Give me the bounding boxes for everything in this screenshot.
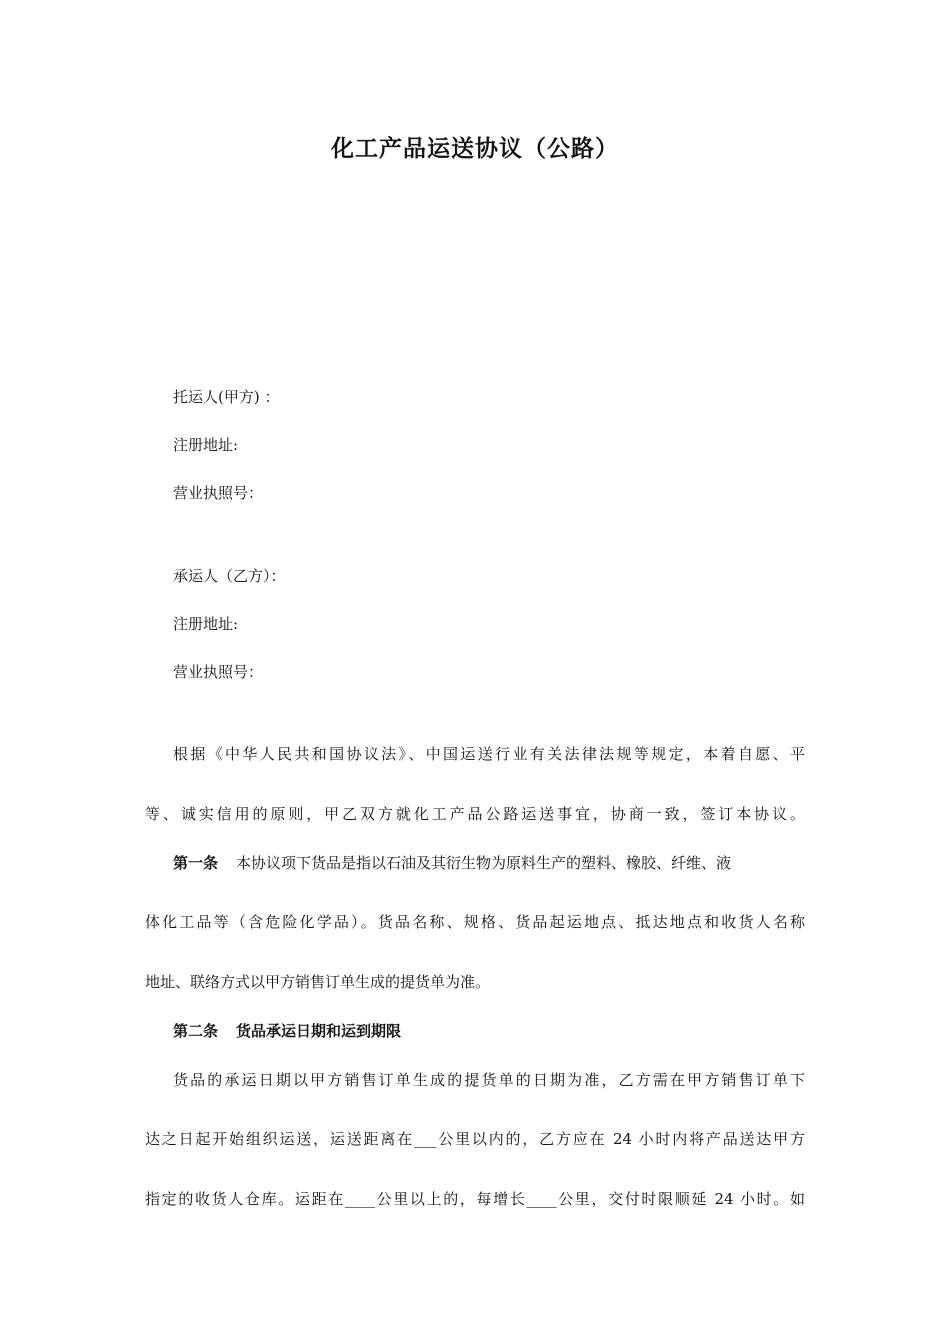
party-a-label: 托运人(甲方) ： <box>173 388 280 406</box>
party-a-license-label: 营业执照号： <box>173 484 264 502</box>
article-2-line-1: 货品的承运日期以甲方销售订单生成的提货单的日期为准，乙方需在甲方销售订单下 <box>173 1071 805 1089</box>
party-b-license-label: 营业执照号： <box>173 663 264 681</box>
preamble-line-2: 等、诚实信用的原则，甲乙双方就化工产品公路运送事宜，协商一致，签订本协议。 <box>145 805 805 823</box>
article-1-line-1 <box>173 853 805 873</box>
article-2-heading-text: 货品承运日期和运到期限 <box>236 1022 402 1040</box>
preamble-line-1: 根据《中华人民共和国协议法》、中国运送行业有关法律法规等规定，本着自愿、平 <box>173 745 805 763</box>
party-b-label: 承运人（乙方）： <box>173 567 286 585</box>
document-title: 化工产品运送协议（公路） <box>331 136 619 162</box>
article-2-heading: 第二条 <box>173 1022 219 1040</box>
article-2-heading-line <box>173 1021 401 1041</box>
article-1-heading: 第一条 <box>173 854 219 872</box>
article-1-line-2: 体化工品等（含危险化学品）。货品名称、规格、货品起运地点、抵达地点和收货人名称 <box>145 913 805 931</box>
party-a-address-label: 注册地址: <box>173 436 239 454</box>
article-1-text: 本协议项下货品是指以石油及其衍生物为原料生产的塑料、橡胶、纤维、液 <box>236 854 732 872</box>
party-b-address-label: 注册地址: <box>173 615 239 633</box>
article-1-line-3: 地址、联络方式以甲方销售订单生成的提货单为准。 <box>145 973 491 991</box>
article-2-line-2: 达之日起开始组织运送，运送距离在___公里以内的，乙方应在 24 小时内将产品送达甲方 <box>145 1130 805 1148</box>
article-2-line-3: 指定的收货人仓库。运距在____公里以上的，每增长____公里，交付时限顺延 24 小时。如 <box>145 1190 805 1208</box>
